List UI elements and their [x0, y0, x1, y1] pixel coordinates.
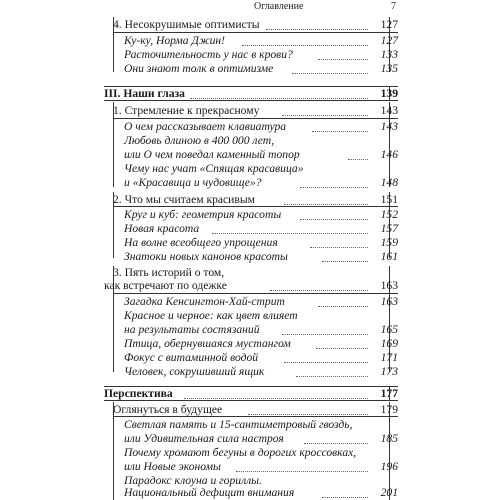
- section-rule: [113, 293, 398, 294]
- toc-subsection[interactable]: [104, 486, 398, 500]
- leader-dots: [184, 398, 368, 399]
- toc-label: Красное и черное: как цвет влияет: [124, 309, 298, 322]
- toc-label: Оглянуться в будущее: [113, 403, 223, 416]
- toc-subsection[interactable]: [104, 120, 398, 134]
- toc-subsection[interactable]: [104, 62, 398, 76]
- toc-subsection[interactable]: [104, 236, 398, 250]
- toc-subsection[interactable]: [104, 295, 398, 309]
- toc-label: Почему хромают бегуны в дорогих кроссовках,: [124, 446, 357, 459]
- leader-dots: [190, 98, 368, 99]
- leader-dots: [310, 247, 368, 248]
- leader-dots: [242, 45, 368, 46]
- toc-label: Светлая память и 15-сантиметровый гвоздь,: [124, 418, 353, 431]
- toc-subsection[interactable]: [104, 48, 398, 62]
- toc-subsection[interactable]: [104, 148, 398, 162]
- toc-page-number: 157: [380, 222, 398, 235]
- toc-chapter[interactable]: [104, 266, 398, 280]
- toc-label: Птица, обернувшаяся мустангом: [124, 337, 291, 350]
- leader-dots: [322, 497, 368, 498]
- leader-dots: [266, 29, 368, 30]
- toc-label: или Удивительная сила настроя: [124, 432, 284, 445]
- toc-label: Чему нас учат «Спящая красавица»: [124, 162, 304, 175]
- toc-subsection[interactable]: [104, 460, 398, 474]
- running-header: [104, 0, 396, 14]
- leader-dots: [236, 471, 368, 472]
- leader-dots: [284, 204, 368, 205]
- toc-page-number: 163: [380, 295, 398, 308]
- leader-dots: [284, 362, 368, 363]
- leader-dots: [282, 334, 368, 335]
- leader-dots: [300, 219, 368, 220]
- toc-subsection[interactable]: [104, 323, 398, 337]
- section-rule: [113, 118, 398, 119]
- toc-label: и «Красавица и чудовище»?: [124, 176, 262, 189]
- toc-label: 3. Пять историй о том,: [113, 266, 225, 279]
- leader-dots: [282, 115, 368, 116]
- leader-dots: [322, 261, 368, 262]
- toc-label: 2. Что мы считаем красивым: [113, 193, 255, 206]
- toc-label: Расточительность у нас в крови?: [124, 48, 293, 61]
- leader-dots: [318, 306, 368, 307]
- toc-label: как встречают по одежке: [104, 279, 227, 292]
- toc-subsection[interactable]: [104, 176, 398, 190]
- toc-page-number: 163: [380, 279, 398, 292]
- toc-label: Парадокс клоуна и гориллы.: [124, 474, 262, 487]
- toc-page-number: 185: [380, 432, 398, 445]
- leader-dots: [318, 59, 368, 60]
- leader-dots: [312, 131, 368, 132]
- toc-page-number: 179: [380, 403, 398, 416]
- toc-page-number: 146: [380, 148, 398, 161]
- toc-page-number: 177: [380, 387, 398, 400]
- toc-subsection[interactable]: [104, 162, 398, 176]
- toc-page-number: 127: [380, 18, 398, 31]
- toc-label: 1. Стремление к прекрасному: [113, 104, 260, 117]
- toc-label: Человек, сокрушивший ящик: [124, 365, 265, 378]
- toc-part[interactable]: [104, 87, 398, 101]
- toc-label: На волне всеобщего упрощения: [124, 236, 278, 249]
- toc-label: О чем рассказывает клавиатура: [124, 120, 287, 133]
- toc-subsection[interactable]: [104, 208, 398, 222]
- toc-subsection[interactable]: [104, 351, 398, 365]
- toc-subsection[interactable]: [104, 446, 398, 460]
- leader-dots: [304, 443, 368, 444]
- toc-label: Загадка Кенсингтон-Хай-стрит: [124, 295, 285, 308]
- header-title: Оглавление: [254, 1, 304, 12]
- toc-subsection[interactable]: [104, 34, 398, 48]
- toc-label: Они знают толк в оптимизме: [124, 62, 274, 75]
- leader-dots: [248, 414, 368, 415]
- section-rule: [113, 32, 398, 33]
- toc-page-number: 169: [380, 337, 398, 350]
- toc-label: или Новые экономы: [124, 460, 221, 473]
- toc-page-number: 165: [380, 323, 398, 336]
- toc-label: на результаты состязаний: [124, 323, 260, 336]
- toc-page-number: 171: [380, 351, 398, 364]
- toc-label: 4. Несокрушимые оптимисты: [113, 18, 260, 31]
- toc-page-number: 127: [380, 34, 398, 47]
- leader-dots: [212, 233, 368, 234]
- toc-chapter[interactable]: [104, 403, 398, 417]
- toc-label: Ку-ку, Норма Джин!: [124, 34, 226, 47]
- toc-page-number: 148: [380, 176, 398, 189]
- toc-page-number: 143: [380, 104, 398, 117]
- toc-page-number: 139: [380, 87, 398, 100]
- toc-page-number: 196: [380, 460, 398, 473]
- toc-chapter[interactable]: [104, 279, 398, 293]
- toc-label: Новая красота: [124, 222, 200, 235]
- toc-page-number: 173: [380, 365, 398, 378]
- leader-dots: [316, 348, 368, 349]
- toc-page-number: 143: [380, 120, 398, 133]
- toc-label: Знатоки новых канонов красоты: [124, 250, 288, 263]
- toc-label: III. Наши глаза: [104, 87, 185, 100]
- leader-dots: [292, 73, 368, 74]
- toc-subsection[interactable]: [104, 418, 398, 432]
- leader-dots: [300, 187, 368, 188]
- leader-dots: [296, 376, 368, 377]
- leader-dots: [348, 159, 368, 160]
- toc-label: Перспектива: [104, 387, 173, 400]
- toc-subsection[interactable]: [104, 337, 398, 351]
- toc-chapter[interactable]: [104, 18, 398, 32]
- toc-page-number: 135: [380, 62, 398, 75]
- leader-dots: [270, 290, 368, 291]
- toc-label: Любовь длиною в 400 000 лет,: [124, 134, 275, 147]
- toc-subsection[interactable]: [104, 250, 398, 264]
- toc-chapter[interactable]: [104, 193, 398, 207]
- toc-subsection[interactable]: [104, 365, 398, 379]
- toc-part[interactable]: [104, 387, 398, 401]
- header-page-number: 7: [391, 1, 396, 12]
- toc-subsection[interactable]: [104, 432, 398, 446]
- toc-subsection[interactable]: [104, 134, 398, 148]
- toc-chapter[interactable]: [104, 104, 398, 118]
- toc-label: или О чем поведал каменный топор: [124, 148, 300, 161]
- toc-page-number: 201: [380, 486, 398, 499]
- toc-page-number: 152: [380, 208, 398, 221]
- toc-label: Фокус с витаминной водой: [124, 351, 259, 364]
- toc-label: Национальный дефицит внимания: [124, 486, 295, 499]
- toc-page-number: 133: [380, 48, 398, 61]
- toc-page-number: 159: [380, 236, 398, 249]
- toc-page-number: 161: [380, 250, 398, 263]
- toc-page-number: 151: [380, 193, 398, 206]
- toc-subsection[interactable]: [104, 222, 398, 236]
- toc-label: Круг и куб: геометрия красоты: [124, 208, 282, 221]
- toc-subsection[interactable]: [104, 309, 398, 323]
